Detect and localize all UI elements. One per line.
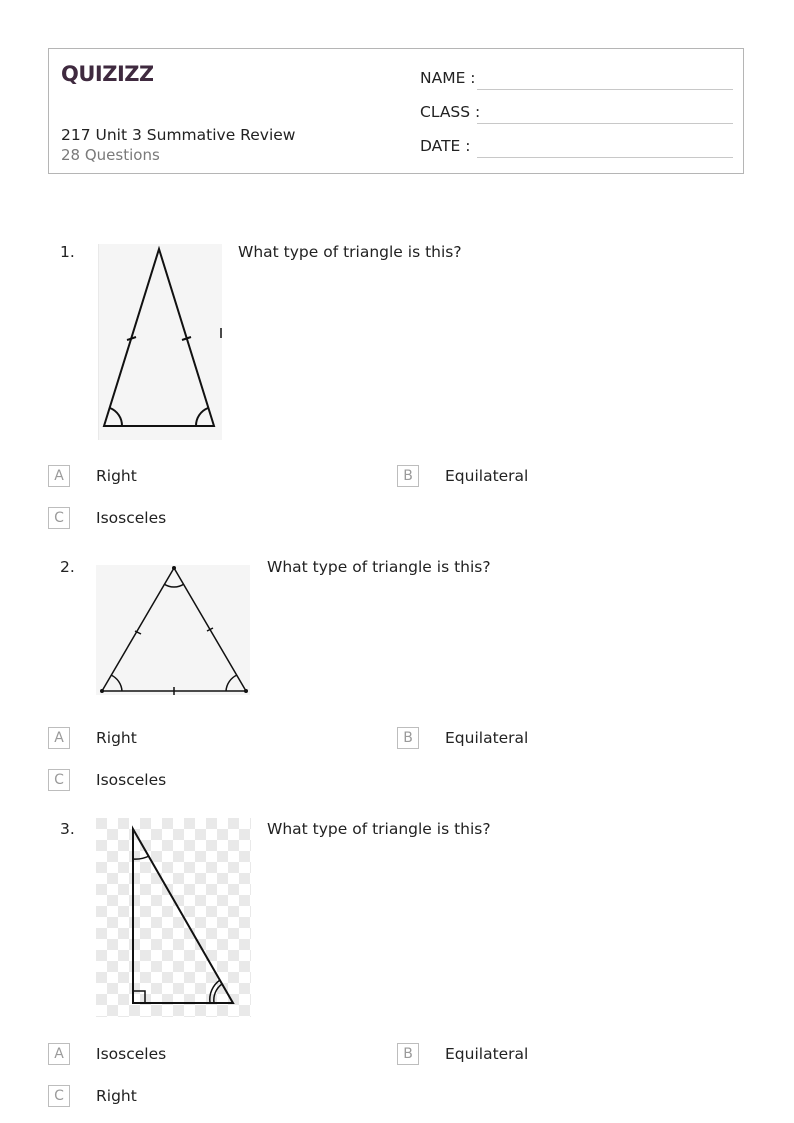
q3-option-c-text[interactable]: Right: [96, 1087, 137, 1105]
isosceles-triangle-image: [98, 244, 224, 444]
class-line[interactable]: [477, 123, 733, 124]
q1-option-c-text[interactable]: Isosceles: [96, 509, 167, 527]
q2-option-c-text[interactable]: Isosceles: [96, 771, 167, 789]
q2-option-c-letter[interactable]: C: [48, 769, 70, 791]
q3-option-b-text[interactable]: Equilateral: [445, 1045, 529, 1063]
q3-option-a-letter[interactable]: A: [48, 1043, 70, 1065]
date-line[interactable]: [477, 157, 733, 158]
q3-option-b-letter[interactable]: B: [397, 1043, 419, 1065]
q1-option-a-letter[interactable]: A: [48, 465, 70, 487]
question-2-text: What type of triangle is this?: [267, 558, 491, 576]
question-3-text: What type of triangle is this?: [267, 820, 491, 838]
class-label: CLASS :: [420, 103, 481, 121]
date-label: DATE :: [420, 137, 471, 155]
q2-option-b-text[interactable]: Equilateral: [445, 729, 529, 747]
right-triangle-image: [96, 818, 252, 1022]
worksheet-header: [48, 48, 744, 174]
q1-option-b-letter[interactable]: B: [397, 465, 419, 487]
q3-option-c-letter[interactable]: C: [48, 1085, 70, 1107]
q1-option-a-text[interactable]: Right: [96, 467, 137, 485]
q2-option-a-text[interactable]: Right: [96, 729, 137, 747]
quizizz-logo: [61, 59, 153, 91]
equilateral-triangle-image: [96, 563, 252, 701]
q2-option-a-letter[interactable]: A: [48, 727, 70, 749]
question-1-text: What type of triangle is this?: [238, 243, 462, 261]
name-line[interactable]: [477, 89, 733, 90]
svg-text:QUIZIZZ: QUIZIZZ: [61, 62, 153, 86]
question-1-number: 1.: [60, 243, 75, 261]
q2-option-b-letter[interactable]: B: [397, 727, 419, 749]
q1-option-c-letter[interactable]: C: [48, 507, 70, 529]
q1-option-b-text[interactable]: Equilateral: [445, 467, 529, 485]
question-count: 28 Questions: [61, 146, 160, 164]
question-3-number: 3.: [60, 820, 75, 838]
name-label: NAME :: [420, 69, 476, 87]
question-2-number: 2.: [60, 558, 75, 576]
q3-option-a-text[interactable]: Isosceles: [96, 1045, 167, 1063]
worksheet-title: 217 Unit 3 Summative Review: [61, 126, 296, 144]
